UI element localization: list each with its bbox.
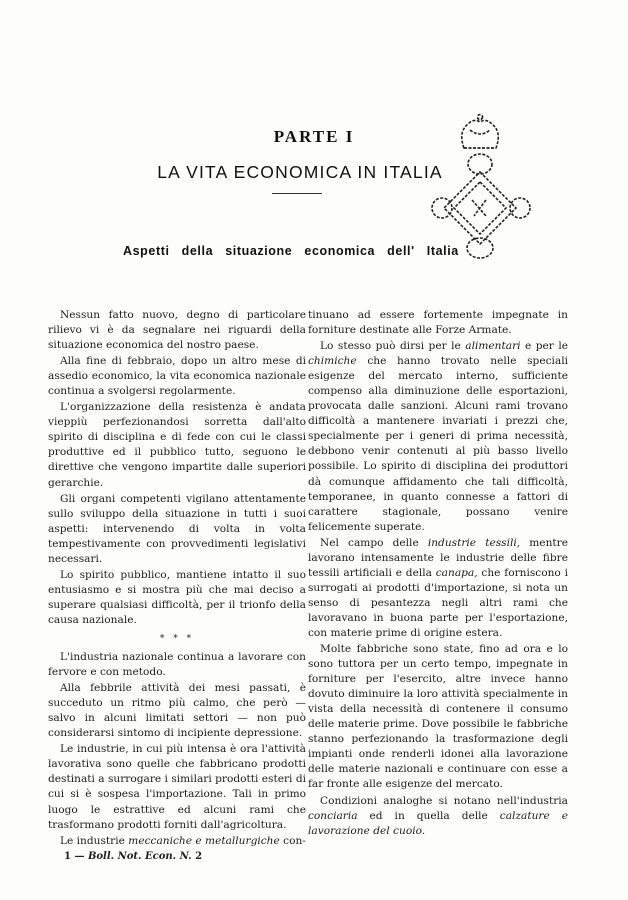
text-run: Lo stesso può dirsi per le	[320, 340, 466, 353]
italic-term: meccaniche e metallurgiche	[128, 834, 280, 847]
italic-term: industrie tessili,	[427, 536, 521, 549]
text-run: Nel campo delle	[320, 536, 428, 549]
paragraph: Le industrie, in cui più intensa è ora l'attività lavorativa sono quelle che fabbricano prodotti destinati a surrogare i similari prodotti esteri di cui si è sospesa l'importazione. Tali in primo luogo le estrattive ed alcuni rami che trasformano prodotti forniti dall'agricoltura.	[48, 743, 306, 831]
italic-term: calzature e lavorazione del cuoio.	[308, 809, 568, 837]
paragraph: L'industria nazionale continua a lavorare con fervore e con metodo.	[48, 651, 306, 679]
text-run: con-	[279, 834, 306, 847]
part-label: PARTE I	[273, 127, 355, 146]
page-footer	[64, 851, 202, 862]
text-run: ed in quella delle	[357, 809, 500, 822]
title-divider	[272, 193, 322, 194]
text-run: Le industrie	[60, 834, 129, 847]
paragraph: Molte fabbriche sono state, fino ad ora e lo sono tuttora per un certo tempo, impegnate in forniture per l'esercito, altre invece hanno dovuto diminuire la loro attività specialmente in vista della necessità di contenere il consumo delle materie prime. Dove possibile le fabbriche stanno perfezionando la trasformazione degli impianti onde renderli idonei alla lavorazione delle materie nazionali e continuare con esse a far fronte alle esigenze del mercato.	[308, 643, 568, 791]
text-run: mentre lavorano intensamente le industrie delle fibre tessili artificiali e della	[308, 536, 568, 579]
text-run: Condizioni analoghe si notano nell'industria	[320, 794, 568, 807]
italic-term: alimentari	[465, 340, 521, 353]
paragraph	[308, 339, 568, 535]
text-run: che forniscono i surrogati ai prodotti d'importazione, si nota un senso di pesantezza negli altri rami che lavoravano in buona parte per l'esportazione, con materie prime di origine estera.	[308, 566, 568, 639]
paragraph-continuation: tinuano ad essere fortemente impegnate in forniture destinate alle Forze Armate.	[308, 309, 568, 337]
paragraph: Alla fine di febbraio, dopo un altro mese di assedio economico, la vita economica nazionale continua a svolgersi regolarmente.	[48, 355, 306, 398]
paragraph	[48, 834, 306, 849]
page-number: 1	[64, 851, 71, 862]
right-column	[308, 308, 568, 840]
publication-name: Boll. Not. Econ. N.	[87, 851, 192, 862]
section-separator: * * *	[159, 633, 195, 644]
text-run: che hanno trovato nelle speciali esigenze del mercato interno, sufficiente compenso alla diminuzione delle esportazioni, provocata dalle sanzioni. Alcuni rami trovano difficoltà a mantenere invariati i prezzi che, specialmente per i generi di prima necessità, debbono venir contenuti al più basso livello possibile. Lo spirito di disciplina dei produttori dà comunque affidamento che tali difficoltà, temporanee, in quanto connesse a fattori di carattere stagionale, possano venire felicemente superate.	[308, 355, 568, 533]
paragraph: Nessun fatto nuovo, degno di particolare rilievo vi è da segnalare nei riguardi della situazione economica del nostro paese.	[48, 309, 306, 352]
chapter-title: LA VITA ECONOMICA IN ITALIA	[157, 162, 443, 182]
left-column	[48, 308, 306, 850]
italic-term: conciaria	[308, 809, 358, 822]
paragraph: Lo spirito pubblico, mantiene intatto il suo entusiasmo e si mostra più che mai deciso a superare qualsiasi difficoltà, per il trionfo della causa nazionale.	[48, 568, 306, 626]
royal-emblem-icon	[428, 112, 532, 260]
paragraph	[308, 536, 568, 641]
issue-number: 2	[191, 851, 203, 862]
paragraph: Alla febbrile attività dei mesi passati, è succeduto un ritmo più calmo, che però — salvo in alcuni limitati settori — non può considerarsi sintomo di incipiente depressione.	[48, 682, 306, 740]
paragraph: Gli organi competenti vigilano attentamente sullo sviluppo della situazione in tutti i suoi aspetti: intervenendo di volta in volta tempestivamente con provvedimenti legislativi necessari.	[48, 492, 306, 565]
italic-term: canapa,	[435, 566, 478, 579]
footer-dash: —	[70, 851, 88, 862]
text-run: e per le	[520, 340, 568, 353]
paragraph	[308, 794, 568, 839]
paragraph: L'organizzazione della resistenza è andata vieppiù perfezionandosi sorretta dall'alto spirito di disciplina e di fede con cui le classi produttive ed il pubblico tutto, seguono le direttive che vengono impartite dalle superiori gerarchie.	[48, 401, 306, 489]
italic-term: chimiche	[308, 355, 357, 368]
section-heading: Aspetti della situazione economica dell' Italia	[123, 244, 459, 258]
